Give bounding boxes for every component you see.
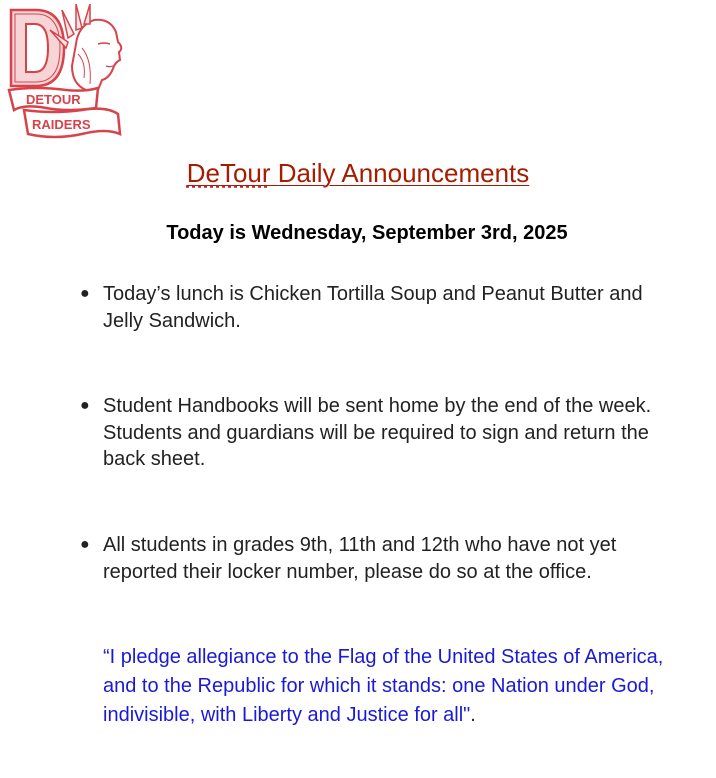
announcement-text: Today’s lunch is Chicken Tortilla Soup and Peanut Butter and Jelly Sandwich.: [103, 283, 643, 332]
title-rest: Daily Announcements: [270, 158, 530, 188]
logo-line-2: RAIDERS: [32, 117, 91, 132]
announcement-item: [80, 281, 670, 334]
pledge-of-allegiance: [103, 643, 683, 730]
pledge-text: “I pledge allegiance to the Flag of the United States of America, and to the Republic for which it stands: one Nation under God, indivisible, with Liberty and Justice for all": [103, 646, 664, 726]
announcement-text: Student Handbooks will be sent home by the end of the week. Students and guardians will be required to sign and return the back sheet.: [103, 395, 652, 470]
announcement-item: [80, 393, 670, 473]
detour-raiders-logo: [6, 4, 128, 142]
pledge-end: .: [470, 704, 476, 726]
date-line: Today is Wednesday, September 3rd, 2025: [166, 222, 568, 244]
bullet-icon: ●: [80, 536, 90, 553]
announcement-item: [80, 532, 670, 585]
announcement-text: All students in grades 9th, 11th and 12th who have not yet reported their locker number, please do so at the office.: [103, 534, 617, 583]
page-title: [0, 158, 716, 189]
logo-line-1: DETOUR: [26, 92, 81, 107]
title-first-word: DeTour: [186, 158, 271, 188]
bullet-icon: ●: [80, 285, 90, 302]
bullet-icon: ●: [80, 397, 90, 414]
